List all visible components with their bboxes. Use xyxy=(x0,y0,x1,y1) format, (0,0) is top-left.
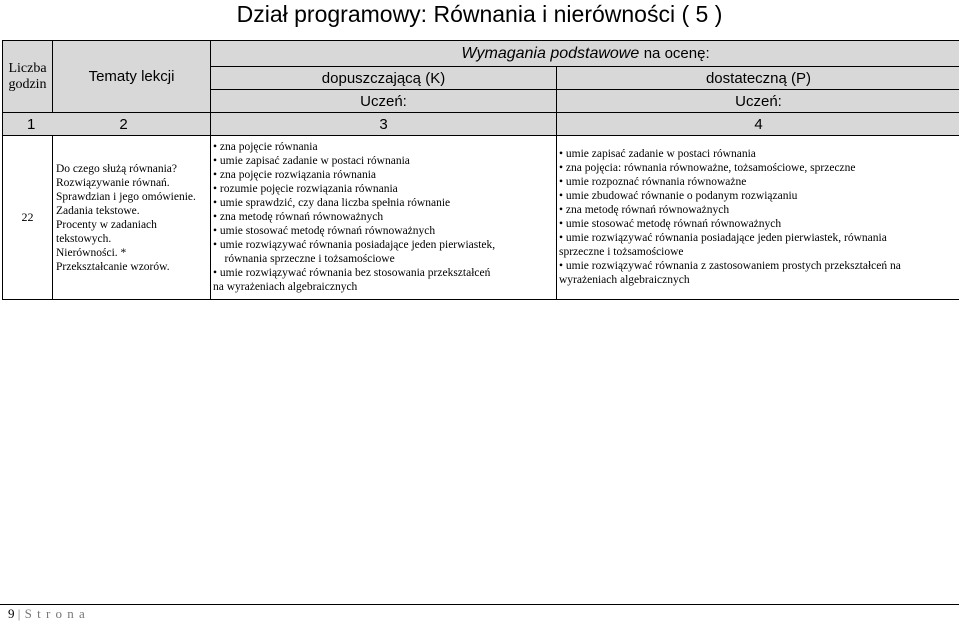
requirements-p-list xyxy=(557,145,959,291)
requirement-p-item: • umie zapisać zadanie w postaci równania xyxy=(559,147,959,161)
header-ocena-p-label: dostateczną (P) xyxy=(706,70,811,87)
requirement-k-item: • zna pojęcie rozwiązania równania xyxy=(213,168,556,182)
requirement-p-item: • umie rozwiązywać równania z zastosowaniem prostych przekształceń na xyxy=(559,259,959,273)
hours-cell xyxy=(3,136,53,300)
page-title: Dział programowy: Równania i nierówności ( 5 ) xyxy=(0,0,959,28)
page-separator: | xyxy=(18,606,22,621)
topic-item: Rozwiązywanie równań. xyxy=(56,176,208,190)
column-number-3: 3 xyxy=(379,116,387,133)
topic-item: Nierówności. * xyxy=(56,246,208,260)
header-uczen-k-label: Uczeń: xyxy=(360,93,407,110)
header-liczba-godzin-label: Liczba godzin xyxy=(8,61,46,92)
column-number-1: 1 xyxy=(27,116,35,133)
requirement-k-item: • umie zapisać zadanie w postaci równania xyxy=(213,154,556,168)
requirement-k-item: • umie sprawdzić, czy dana liczba spełnia równanie xyxy=(213,196,556,210)
topics-cell xyxy=(53,136,211,300)
column-numbers-1-2 xyxy=(3,113,211,136)
header-liczba-godzin xyxy=(3,41,53,113)
requirement-k-item: • rozumie pojęcie rozwiązania równania xyxy=(213,182,556,196)
requirement-k-item: równania sprzeczne i tożsamościowe xyxy=(213,252,556,266)
requirement-p-item: sprzeczne i tożsamościowe xyxy=(559,245,959,259)
header-wymagania-italic: Wymagania podstawowe xyxy=(461,45,639,62)
requirement-p-item: • zna metodę równań równoważnych xyxy=(559,203,959,217)
requirement-k-item: • umie stosować metodę równań równoważnych xyxy=(213,224,556,238)
requirement-k-item: • zna metodę równań równoważnych xyxy=(213,210,556,224)
hours-value: 22 xyxy=(22,210,34,224)
requirement-k-item: na wyrażeniach algebraicznych xyxy=(213,280,556,294)
header-ocena-k xyxy=(211,67,557,90)
topic-item: Procenty w zadaniach xyxy=(56,218,208,232)
requirement-k-item: • zna pojęcie równania xyxy=(213,140,556,154)
page-number-label xyxy=(8,606,86,621)
requirement-p-item: • umie rozpoznać równania równoważne xyxy=(559,175,959,189)
topic-item: Sprawdzian i jego omówienie. xyxy=(56,190,208,204)
requirements-k-cell xyxy=(211,136,557,300)
requirements-p-cell xyxy=(557,136,959,300)
header-wymagania xyxy=(211,41,959,67)
page-footer xyxy=(0,604,959,621)
topic-item: tekstowych. xyxy=(56,232,208,246)
header-tematy-lekcji xyxy=(53,41,211,113)
header-uczen-k xyxy=(211,90,557,113)
header-uczen-p-label: Uczeń: xyxy=(735,93,782,110)
topic-item: Zadania tekstowe. xyxy=(56,204,208,218)
topic-item: Do czego służą równania? xyxy=(56,162,208,176)
requirement-k-item: • umie rozwiązywać równania posiadające jeden pierwiastek, xyxy=(213,238,556,252)
header-wymagania-rest: na ocenę: xyxy=(644,45,710,62)
column-number-4: 4 xyxy=(754,116,762,133)
page-word: S t r o n a xyxy=(25,606,86,621)
requirement-k-item: • umie rozwiązywać równania bez stosowania przekształceń xyxy=(213,266,556,280)
header-uczen-p xyxy=(557,90,959,113)
header-tematy-lekcji-label: Tematy lekcji xyxy=(89,68,175,85)
header-ocena-k-label: dopuszczającą (K) xyxy=(322,70,445,87)
page-number: 9 xyxy=(8,606,15,621)
requirement-p-item: • umie stosować metodę równań równoważnych xyxy=(559,217,959,231)
table-row xyxy=(3,136,959,300)
requirement-p-item: wyrażeniach algebraicznych xyxy=(559,273,959,287)
requirements-table xyxy=(2,40,959,300)
column-number-2: 2 xyxy=(119,116,127,133)
topic-item: Przekształcanie wzorów. xyxy=(56,260,208,274)
requirement-p-item: • zna pojęcia: równania równoważne, tożsamościowe, sprzeczne xyxy=(559,161,959,175)
requirement-p-item: • umie rozwiązywać równania posiadające jeden pierwiastek, równania xyxy=(559,231,959,245)
requirement-p-item: • umie zbudować równanie o podanym rozwiązaniu xyxy=(559,189,959,203)
header-ocena-p xyxy=(557,67,959,90)
column-number-4-cell xyxy=(557,113,959,136)
column-number-3-cell xyxy=(211,113,557,136)
requirements-k-list xyxy=(211,138,556,298)
